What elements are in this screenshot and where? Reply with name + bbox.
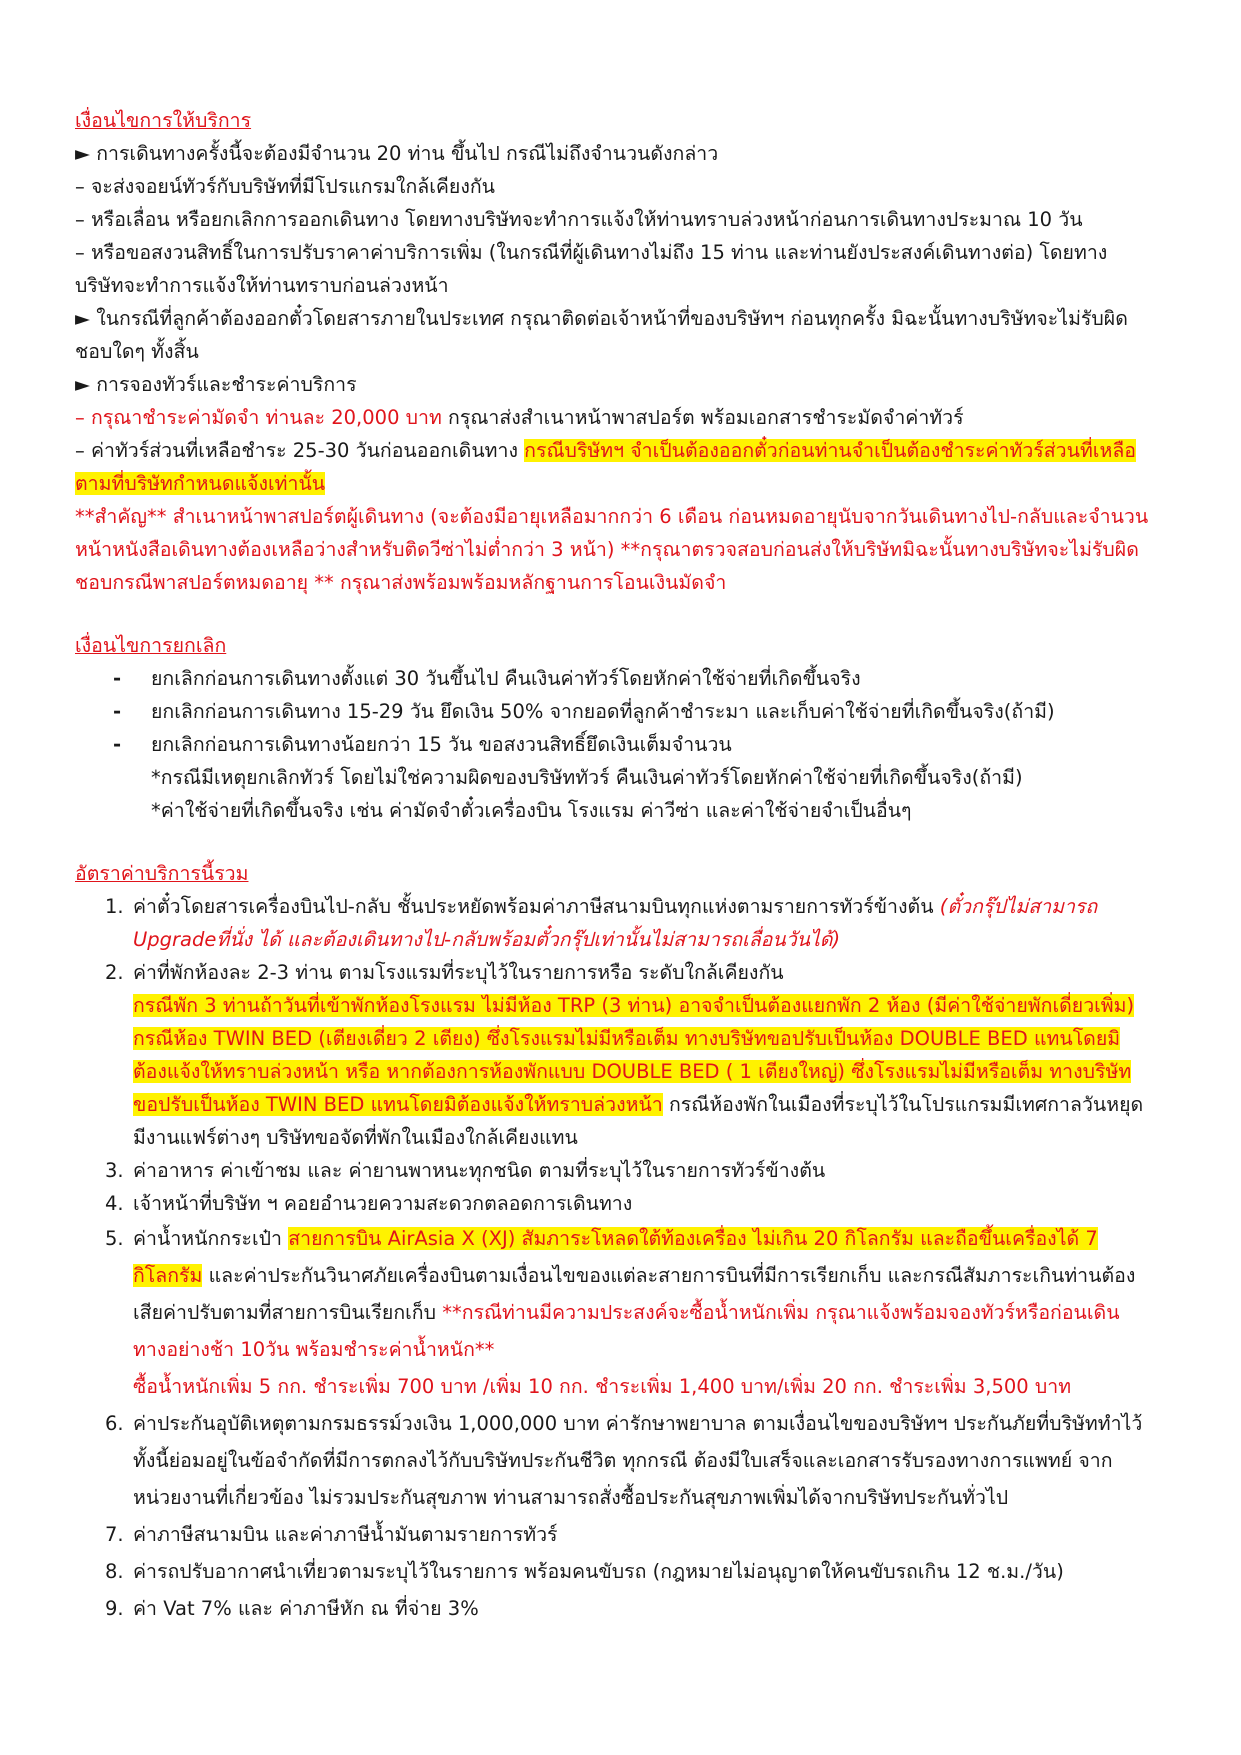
cancellation-list bbox=[75, 662, 1151, 761]
included-rates-heading: อัตราค่าบริการนี้รวม bbox=[75, 862, 249, 885]
list-item: - ยกเลิกก่อนการเดินทางตั้งแต่ 30 วันขึ้นไป คืนเงินค่าทัวร์โดยหักค่าใช้จ่ายที่เกิดขึ้นจริง bbox=[113, 662, 1151, 695]
airport-tax-text: ค่าภาษีสนามบิน และค่าภาษีน้ำมันตามรายการทัวร์ bbox=[133, 1523, 558, 1546]
list-item bbox=[75, 1553, 1151, 1590]
list-item bbox=[75, 1154, 1151, 1187]
extra-baggage-note: **กรณีท่านมีความประสงค์จะซื้อน้ำหนักเพิ่ม กรุณาแจ้งพร้อมจองทัวร์หรือก่อนเดินทางอย่างช้า 10วัน พร้อมชำระค่าน้ำหนัก** bbox=[133, 1301, 1120, 1361]
list-item bbox=[75, 1187, 1151, 1220]
cancellation-note-1: *กรณีมีเหตุยกเลิกทัวร์ โดยไม่ใช่ความผิดของบริษัททัวร์ คืนเงินค่าทัวร์โดยหักค่าใช้จ่ายที่เกิดขึ้นจริง(ถ้ามี) bbox=[151, 766, 1023, 789]
condition-line-5: ► ในกรณีที่ลูกค้าต้องออกตั๋วโดยสารภายในประเทศ กรุณาติดต่อเจ้าหน้าที่ของบริษัทฯ ก่อนทุกครั้ง มิฉะนั้นทางบริษัทจะไม่รับผิดชอบใดๆ ทั้งสิ้น bbox=[75, 307, 1128, 363]
item-number: 3. bbox=[105, 1159, 124, 1182]
group-ticket-note: (ตั๋วกรุ๊ปไม่สามารถ Upgradeที่นั่ง ได้ และต้องเดินทางไป-กลับพร้อมตั๋วกรุ๊ปเท่านั้นไม่สามารถเลื่อนวันได้) bbox=[133, 895, 1098, 951]
festival-note: กรณีห้องพักในเมืองที่ระบุไว้ในโปรแกรมมีเทศกาลวันหยุด มีงานแฟร์ต่างๆ บริษัทขอจัดที่พักในเมืองใกล้เคียงแทน bbox=[133, 1093, 1144, 1149]
list-item bbox=[75, 1220, 1151, 1405]
accommodation-text: ค่าที่พักห้องละ 2-3 ท่าน ตามโรงแรมที่ระบุไว้ในรายการหรือ ระดับใกล้เคียงกัน bbox=[133, 961, 784, 984]
airfare-text: ค่าตั๋วโดยสารเครื่องบินไป-กลับ ชั้นประหยัดพร้อมค่าภาษีสนามบินทุกแห่งตามรายการทัวร์ข้างต้น bbox=[133, 895, 940, 918]
item-number: 9. bbox=[105, 1597, 124, 1620]
cancellation-heading: เงื่อนไขการยกเลิก bbox=[75, 634, 227, 657]
meals-text: ค่าอาหาร ค่าเข้าชม และ ค่ายานพาหนะทุกชนิด ตามที่ระบุไว้ในรายการทัวร์ข้างต้น bbox=[133, 1159, 826, 1182]
item-number: 4. bbox=[105, 1192, 124, 1215]
baggage-text: ค่าน้ำหนักกระเป๋า bbox=[133, 1227, 289, 1250]
list-item bbox=[75, 1516, 1151, 1553]
item-number: 2. bbox=[105, 961, 124, 984]
deposit-text: – กรุณาชำระค่ามัดจำ ท่านละ 20,000 บาท bbox=[75, 406, 442, 429]
room-type-highlight: กรณีพัก 3 ท่านถ้าวันที่เข้าพักห้องโรงแรม ไม่มีห้อง TRP (3 ท่าน) อาจจำเป็นต้องแยกพัก 2 ห้อง (มีค่าใช้จ่ายพักเดี่ยวเพิ่ม) กรณีห้อง TWIN BED (เตียงเดี่ยว 2 เตียง) ซึ่งโรงแรมไม่มีหรือเต็ม ทางบริษัทขอปรับเป็นห้อง DOUBLE BED แทนโดยมิต้องแจ้งให้ทราบล่วงหน้า หรือ หากต้องการห้องพักแบบ DOUBLE BED ( 1 เตียงใหญ่) ซึ่งโรงแรมไม่มีหรือเต็ม ทางบริษัทขอปรับเป็นห้อง TWIN BED แทนโดยมิต้องแจ้งให้ทราบล่วงหน้า bbox=[133, 994, 1135, 1116]
coach-text: ค่ารถปรับอากาศนำเที่ยวตามระบุไว้ในรายการ พร้อมคนขับรถ (กฎหมายไม่อนุญาตให้คนขับรถเกิน 12 ช.ม./วัน) bbox=[133, 1560, 1064, 1583]
service-conditions-heading: เงื่อนไขการให้บริการ bbox=[75, 109, 252, 132]
condition-line-4: – หรือขอสงวนสิทธิ์ในการปรับราคาค่าบริการเพิ่ม (ในกรณีที่ผู้เดินทางไม่ถึง 15 ท่าน และท่านยังประสงค์เดินทางต่อ) โดยทางบริษัทจะทำการแจ้งให้ท่านทราบก่อนล่วงหน้า bbox=[75, 241, 1108, 297]
baggage-insurance-text: และค่าประกันวินาศภัยเครื่องบินตามเงื่อนไขของแต่ละสายการบินที่มีการเรียกเก็บ และกรณีสัมภาระเกินท่านต้องเสียค่าปรับตามที่สายการบินเรียกเก็บ bbox=[133, 1264, 1136, 1324]
balance-payment-text: – ค่าทัวร์ส่วนที่เหลือชำระ 25-30 วันก่อนออกเดินทาง bbox=[75, 439, 525, 462]
staff-text: เจ้าหน้าที่บริษัท ฯ คอยอำนวยความสะดวกตลอดการเดินทาง bbox=[133, 1192, 633, 1215]
list-item bbox=[75, 890, 1151, 956]
passport-copy-text: กรุณาส่งสำเนาหน้าพาสปอร์ต พร้อมเอกสารชำระมัดจำค่าทัวร์ bbox=[441, 406, 964, 429]
condition-line-2: – จะส่งจอยน์ทัวร์กับบริษัทที่มีโปรแกรมใกล้เคียงกัน bbox=[75, 175, 495, 198]
condition-line-6: ► การจองทัวร์และชำระค่าบริการ bbox=[75, 373, 357, 396]
important-passport-note: **สำคัญ** สำเนาหน้าพาสปอร์ตผู้เดินทาง (จะต้องมีอายุเหลือมากกว่า 6 เดือน ก่อนหมดอายุนับจากวันเดินทางไป-กลับและจำนวนหน้าหนังสือเดินทางต้องเหลือว่างสำหรับติดวีซ่าไม่ต่ำกว่า 3 หน้า) **กรุณาตรวจสอบก่อนส่งให้บริษัทมิฉะนั้นทางบริษัทจะไม่รับผิดชอบกรณีพาสปอร์ตหมดอายุ ** กรุณาส่งพร้อมพร้อมหลักฐานการโอนเงินมัดจำ bbox=[75, 505, 1149, 594]
item-number: 6. bbox=[105, 1412, 124, 1435]
list-item bbox=[75, 1405, 1151, 1516]
condition-line-1: ► การเดินทางครั้งนี้จะต้องมีจำนวน 20 ท่าน ขึ้นไป กรณีไม่ถึงจำนวนดังกล่าว bbox=[75, 142, 719, 165]
list-item: - ยกเลิกก่อนการเดินทาง 15-29 วัน ยึดเงิน 50% จากยอดที่ลูกค้าชำระมา และเก็บค่าใช้จ่ายที่เกิดขึ้นจริง(ถ้ามี) bbox=[113, 695, 1151, 728]
cancellation-note-2: *ค่าใช้จ่ายที่เกิดขึ้นจริง เช่น ค่ามัดจำตั๋วเครื่องบิน โรงแรม ค่าวีซ่า และค่าใช้จ่ายจำเป็นอื่นๆ bbox=[151, 799, 912, 822]
item-number: 5. bbox=[105, 1227, 124, 1250]
ticket-issue-highlight: กรณีบริษัทฯ จำเป็นต้องออกตั๋วก่อนท่านจำเป็นต้องชำระค่าทัวร์ส่วนที่เหลือตามที่บริษัทกำหนดแจ้งเท่านั้น bbox=[75, 439, 1136, 495]
list-item bbox=[75, 956, 1151, 1154]
list-item bbox=[75, 1590, 1151, 1627]
included-list bbox=[75, 890, 1151, 1627]
condition-line-7 bbox=[75, 401, 1151, 434]
condition-line-3: – หรือเลื่อน หรือยกเลิกการออกเดินทาง โดยทางบริษัทจะทำการแจ้งให้ท่านทราบล่วงหน้าก่อนการเดินทางประมาณ 10 วัน bbox=[75, 208, 1083, 231]
item-number: 8. bbox=[105, 1560, 124, 1583]
insurance-text: ค่าประกันอุบัติเหตุตามกรมธรรม์วงเงิน 1,000,000 บาท ค่ารักษาพยาบาล ตามเงื่อนไขของบริษัทฯ ประกันภัยที่บริษัททำไว้ ทั้งนี้ย่อมอยู่ในข้อจำกัดที่มีการตกลงไว้กับบริษัทประกันชีวิต ทุกกรณี ต้องมีใบเสร็จและเอกสารรับรองทางการแพทย์ จากหน่วยงานที่เกี่ยวข้อง ไม่รวมประกันสุขภาพ ท่านสามารถสั่งซื้อประกันสุขภาพเพิ่มได้จากบริษัทประกันทั่วไป bbox=[133, 1412, 1143, 1509]
vat-text: ค่า Vat 7% และ ค่าภาษีหัก ณ ที่จ่าย 3% bbox=[133, 1597, 479, 1620]
extra-baggage-prices: ซื้อน้ำหนักเพิ่ม 5 กก. ชำระเพิ่ม 700 บาท /เพิ่ม 10 กก. ชำระเพิ่ม 1,400 บาท/เพิ่ม 20 กก. ชำระเพิ่ม 3,500 บาท bbox=[133, 1375, 1072, 1398]
item-number: 1. bbox=[105, 895, 124, 918]
item-number: 7. bbox=[105, 1523, 124, 1546]
list-item: - ยกเลิกก่อนการเดินทางน้อยกว่า 15 วัน ขอสงวนสิทธิ์ยึดเงินเต็มจำนวน bbox=[113, 728, 1151, 761]
condition-line-8 bbox=[75, 434, 1151, 500]
airline-baggage-highlight: สายการบิน AirAsia X (XJ) สัมภาระโหลดใต้ท้องเครื่อง ไม่เกิน 20 กิโลกรัม และถือขึ้นเครื่องได้ 7 กิโลกรัม bbox=[133, 1227, 1098, 1287]
